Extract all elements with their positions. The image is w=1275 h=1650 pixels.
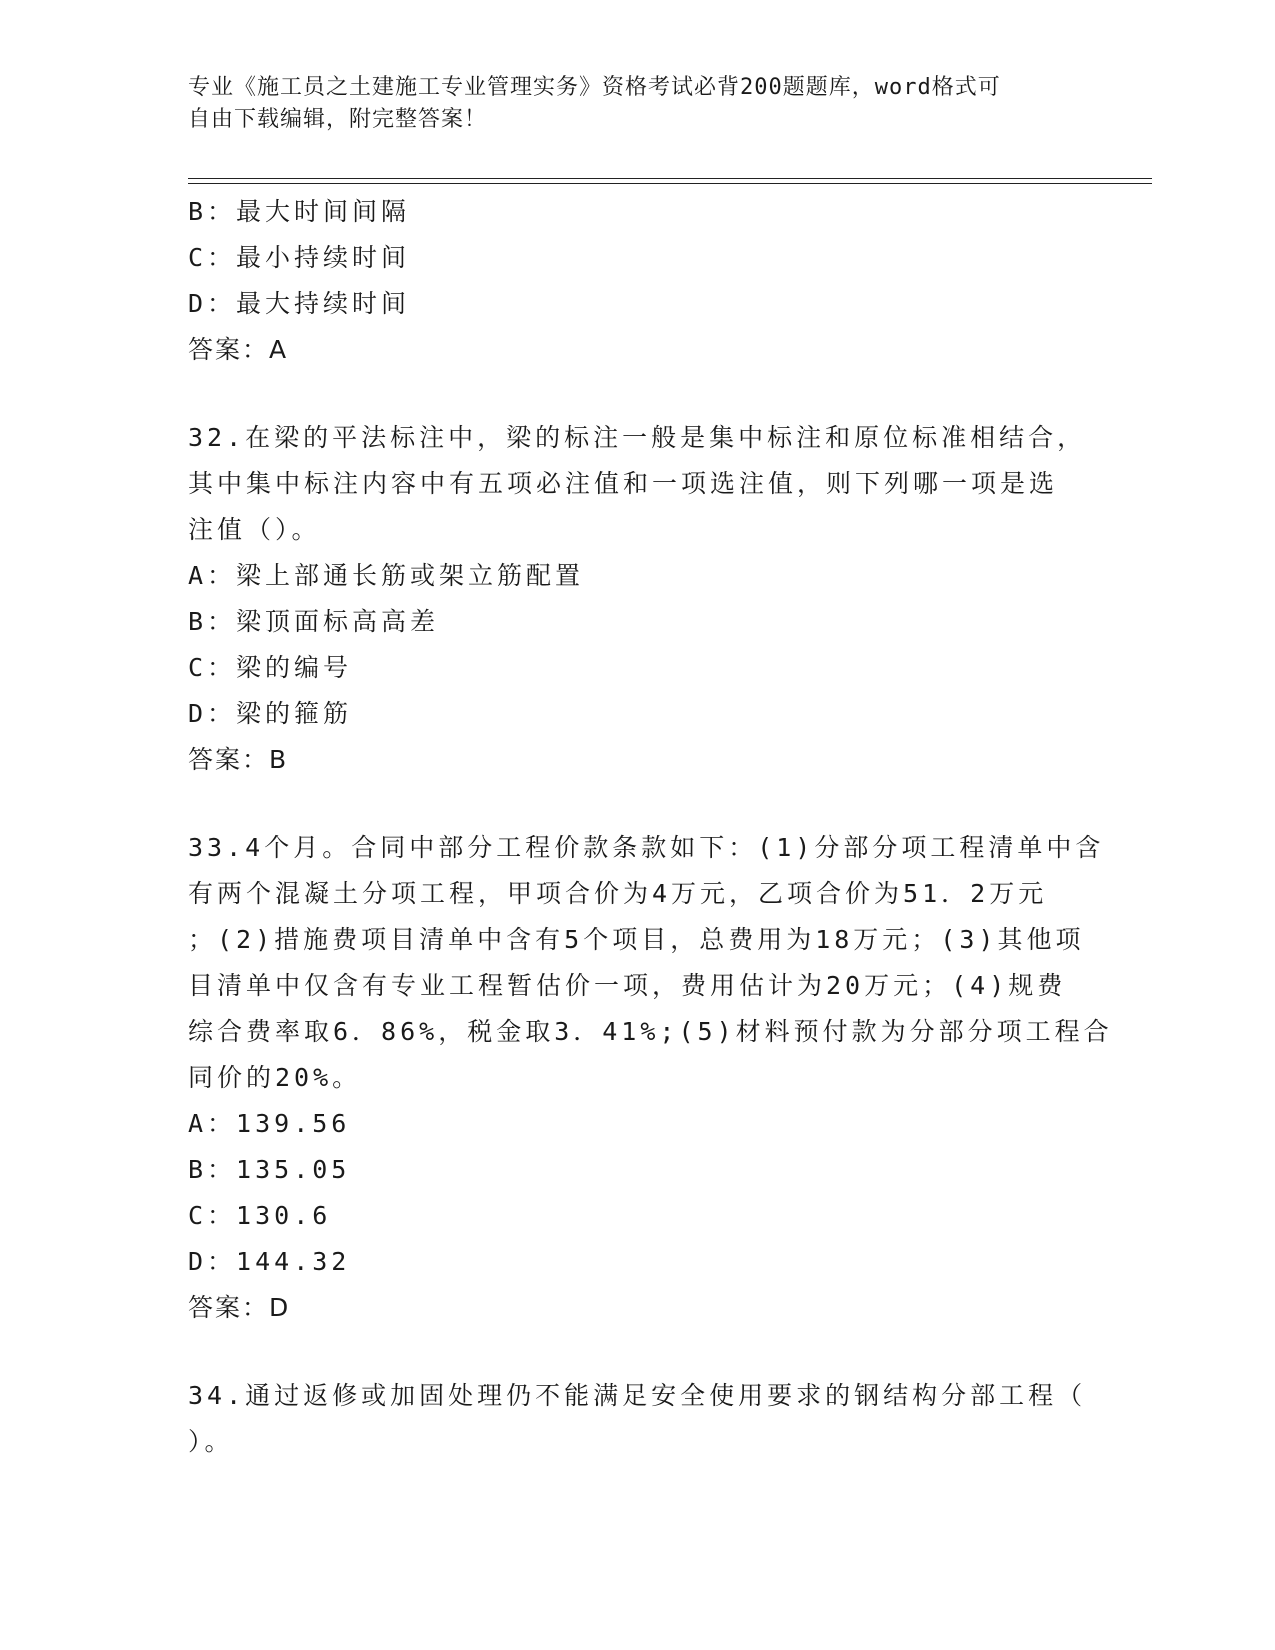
answer-line: 答案：A	[188, 335, 289, 364]
header-title-line-1: 专业《施工员之土建施工专业管理实务》资格考试必背200题题库，word格式可	[188, 75, 1001, 100]
option-c: C：梁的编号	[188, 653, 353, 682]
question-text-line: 34.通过返修或加固处理仍不能满足安全使用要求的钢结构分部工程（	[188, 1381, 1087, 1410]
option-b: B：梁顶面标高高差	[188, 607, 440, 636]
question-text-line: ）。	[188, 1427, 234, 1456]
question-text-line: 有两个混凝土分项工程，甲项合价为4万元，乙项合价为51．2万元	[188, 879, 1048, 908]
question-text-line: 目清单中仅含有专业工程暂估价一项，费用估计为20万元；(4)规费	[188, 971, 1067, 1000]
option-c: C：最小持续时间	[188, 243, 411, 272]
document-header	[188, 72, 1068, 136]
spacer	[188, 1331, 1088, 1373]
question-text-line: ；(2)措施费项目清单中含有5个项目，总费用为18万元；(3)其他项	[188, 925, 1085, 954]
prev-question-block	[188, 189, 1088, 373]
header-divider-bottom	[188, 183, 1152, 184]
question-text-line: 注值（）。	[188, 515, 321, 544]
question-text-line: 33.4个月。合同中部分工程价款条款如下：(1)分部分项工程清单中含	[188, 833, 1105, 862]
spacer	[188, 783, 1088, 825]
option-d: D：梁的箍筋	[188, 699, 353, 728]
spacer	[188, 373, 1088, 415]
header-title-line-2: 自由下载编辑，附完整答案！	[188, 107, 488, 132]
answer-line: 答案：D	[188, 1293, 291, 1322]
option-b: B：最大时间间隔	[188, 197, 411, 226]
option-c: C：130.6	[188, 1201, 332, 1230]
question-32	[188, 415, 1088, 783]
header-divider-top	[188, 178, 1152, 179]
answer-line: 答案：B	[188, 745, 289, 774]
option-d: D：最大持续时间	[188, 289, 411, 318]
question-text-line: 同价的20%。	[188, 1063, 362, 1092]
option-a: A：梁上部通长筋或架立筋配置	[188, 561, 585, 590]
option-a: A：139.56	[188, 1109, 351, 1138]
question-text-line: 综合费率取6．86%，税金取3．41%;(5)材料预付款为分部分项工程合	[188, 1017, 1113, 1046]
option-d: D：144.32	[188, 1247, 351, 1276]
option-b: B：135.05	[188, 1155, 351, 1184]
question-34	[188, 1373, 1088, 1465]
question-33	[188, 825, 1113, 1331]
question-text-line: 其中集中标注内容中有五项必注值和一项选注值，则下列哪一项是选	[188, 469, 1059, 498]
question-text-line: 32.在梁的平法标注中，梁的标注一般是集中标注和原位标准相结合，	[188, 423, 1087, 452]
question-content	[188, 189, 1113, 1465]
